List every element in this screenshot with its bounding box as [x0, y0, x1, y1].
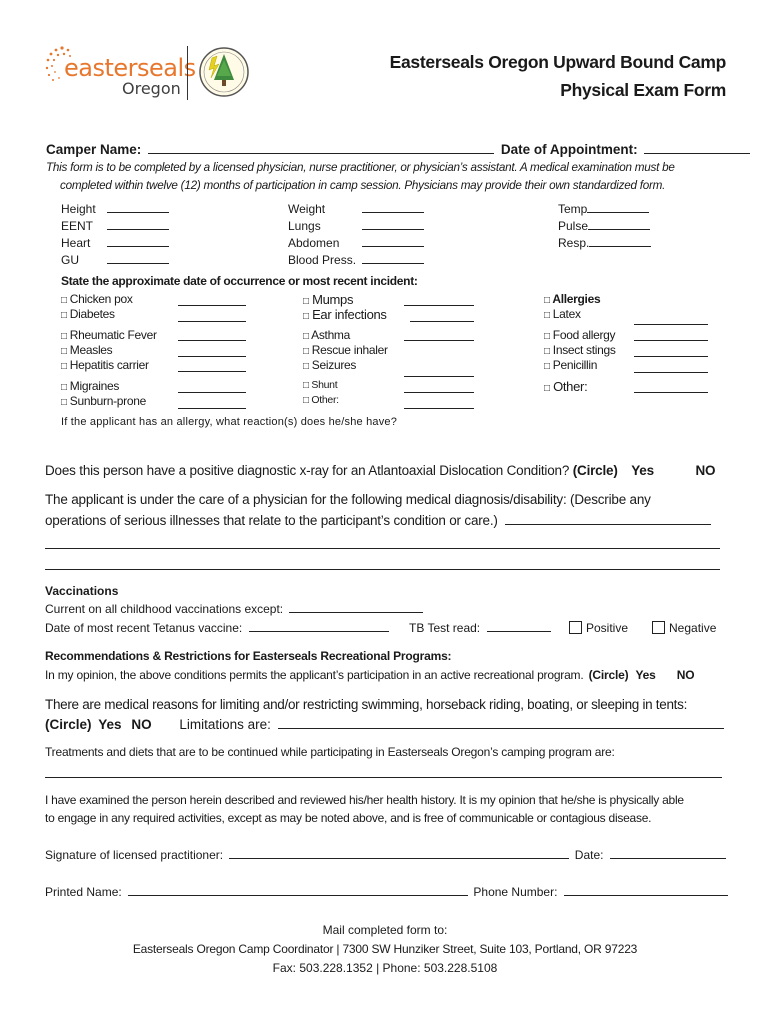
checkbox[interactable]: □ — [61, 295, 67, 306]
signature-row: Signature of licensed practitioner: Date: — [45, 848, 726, 862]
positive-checkbox[interactable] — [569, 621, 582, 634]
limitations-no[interactable]: NO — [131, 717, 152, 732]
checkbox[interactable]: □ — [544, 310, 550, 321]
checkbox[interactable]: □ — [303, 311, 309, 322]
form-title-line1: Easterseals Oregon Upward Bound Camp — [389, 52, 726, 72]
incidents-heading: State the approximate date of occurrence or most recent incident: — [61, 274, 418, 288]
care-line2-row — [45, 513, 711, 528]
checkbox[interactable]: □ — [544, 383, 550, 394]
vaccinations-row2: Date of most recent Tetanus vaccine: — [45, 621, 389, 635]
xray-row — [45, 463, 715, 478]
vital-lungs: Lungs — [288, 218, 424, 235]
vital-blood-press: Blood Press. — [288, 252, 424, 269]
tb-test-field[interactable] — [487, 631, 551, 632]
eent-field[interactable] — [107, 229, 169, 230]
easterseals-logo — [44, 44, 196, 100]
other-date[interactable] — [404, 408, 474, 409]
negative-checkbox[interactable] — [652, 621, 665, 634]
care-field-line2[interactable] — [45, 548, 720, 549]
care-line1: The applicant is under the care of a physician for the following medical diagnosis/disability: (Describe any — [45, 492, 651, 507]
lungs-field[interactable] — [362, 229, 424, 230]
weight-field[interactable] — [362, 212, 424, 213]
recommendations-no[interactable]: NO — [676, 668, 695, 682]
checkbox[interactable]: □ — [303, 296, 309, 307]
mumps-date[interactable] — [404, 305, 474, 306]
blood-press-field[interactable] — [362, 263, 424, 264]
limitations-label: Limitations are: — [179, 717, 271, 732]
camper-name-row — [46, 142, 750, 157]
care-line2: operations of serious illnesses that relate to the participant’s condition or care.) — [45, 513, 498, 528]
seizures-date[interactable] — [404, 376, 474, 377]
camp-badge-icon — [198, 46, 250, 98]
vital-abdomen: Abdomen — [288, 235, 424, 252]
checkbox[interactable]: □ — [61, 382, 67, 393]
other-allergy-date[interactable] — [634, 392, 708, 393]
food-allergy-date[interactable] — [634, 340, 708, 341]
vital-pulse: Pulse — [558, 218, 651, 235]
vital-eent: EENT — [61, 218, 169, 235]
limitations-circle: (Circle) — [45, 717, 92, 732]
attestation-line1: I have examined the person herein described and reviewed his/her health history. It is my opinion that he/she is physically able — [45, 793, 684, 807]
vital-weight: Weight — [288, 201, 424, 218]
vital-gu: GU — [61, 252, 169, 269]
checkbox[interactable]: □ — [61, 331, 67, 342]
signature-date-field[interactable] — [610, 858, 726, 859]
gu-field[interactable] — [107, 263, 169, 264]
printed-name-field[interactable] — [128, 895, 468, 896]
pulse-field[interactable] — [588, 229, 650, 230]
vital-resp: Resp. — [558, 235, 651, 252]
vital-heart: Heart — [61, 235, 169, 252]
vaccinations-heading: Vaccinations — [45, 584, 119, 598]
xray-circle: (Circle) — [572, 463, 618, 478]
allergy-reaction-question: If the applicant has an allergy, what reaction(s) does he/she have? — [61, 416, 398, 428]
ear-infections-date[interactable] — [410, 321, 474, 322]
shunt-date[interactable] — [404, 392, 474, 393]
checkbox[interactable]: □ — [303, 380, 309, 391]
vitals-col3 — [558, 201, 651, 252]
care-field-line3[interactable] — [45, 569, 720, 570]
footer-line2: Easterseals Oregon Camp Coordinator | 7300 SW Hunziker Street, Suite 103, Portland, OR 97223 — [132, 942, 638, 956]
measles-date[interactable] — [178, 356, 246, 357]
checkbox[interactable]: □ — [544, 346, 550, 357]
sunburn-date[interactable] — [178, 408, 246, 409]
checkbox[interactable]: □ — [61, 397, 67, 408]
tb-negative-option[interactable]: Negative — [652, 621, 716, 635]
tetanus-date-field[interactable] — [249, 631, 389, 632]
height-field[interactable] — [107, 212, 169, 213]
vaccinations-row1: Current on all childhood vaccinations except: — [45, 602, 423, 616]
latex-date[interactable] — [634, 324, 708, 325]
recommendations-row: In my opinion, the above conditions permits the applicant’s participation in an active recreational program. (Circle) Yes NO — [45, 668, 695, 682]
checkbox[interactable]: □ — [303, 361, 309, 372]
recommendations-yes[interactable]: Yes — [635, 668, 656, 682]
recommendations-heading: Recommendations & Restrictions for Easterseals Recreational Programs: — [45, 649, 452, 663]
xray-question: Does this person have a positive diagnostic x-ray for an Atlantoaxial Dislocation Condition? — [45, 463, 570, 478]
treatments-field[interactable] — [45, 777, 722, 778]
checkbox[interactable]: □ — [544, 331, 550, 342]
checkbox[interactable]: □ — [61, 346, 67, 357]
vaccination-exceptions-field[interactable] — [289, 612, 423, 613]
recommendations-circle: (Circle) — [588, 668, 629, 682]
checkbox[interactable]: □ — [544, 361, 550, 372]
checkbox[interactable]: □ — [303, 331, 309, 342]
checkbox[interactable]: □ — [303, 395, 309, 406]
migraines-date[interactable] — [178, 392, 246, 393]
hepatitis-date[interactable] — [178, 371, 246, 372]
diabetes-date[interactable] — [178, 321, 246, 322]
intro-line2: completed within twelve (12) months of participation in camp session. Physicians may provide their own standardized form. — [60, 179, 666, 192]
chicken-pox-date[interactable] — [178, 305, 246, 306]
phone-field[interactable] — [564, 895, 728, 896]
treatments-label: Treatments and diets that are to be continued while participating in Easterseals Oregon’s camping program are: — [45, 745, 615, 759]
vitals-col2 — [288, 201, 424, 269]
checkbox[interactable]: □ — [61, 310, 67, 321]
logo-region: Oregon — [122, 79, 181, 98]
appointment-date-field[interactable] — [644, 153, 750, 154]
vitals-col1 — [61, 201, 169, 269]
limitations-row — [45, 717, 724, 732]
incidents-col3: □ Allergies □ Latex □ Food allergy □ Insect stings □ Penicillin □ Other: — [544, 292, 616, 394]
printed-name-row: Printed Name: Phone Number: — [45, 885, 728, 899]
abdomen-field[interactable] — [362, 246, 424, 247]
footer-line1: Mail completed form to: — [322, 923, 448, 937]
heart-field[interactable] — [107, 246, 169, 247]
signature-field[interactable] — [229, 858, 569, 859]
care-field[interactable] — [505, 524, 711, 525]
insect-stings-date[interactable] — [634, 356, 708, 357]
incidents-col2: □ Mumps □ Ear infections □ Asthma □ Rescue inhaler □ Seizures □ Shunt □ Other: — [303, 292, 388, 406]
checkbox[interactable]: □ — [61, 361, 67, 372]
limitations-field[interactable] — [278, 728, 724, 729]
vital-height: Height — [61, 201, 169, 218]
logo-wordmark: easterseals — [64, 54, 196, 82]
tb-positive-option[interactable]: Positive — [569, 621, 628, 635]
camper-name-label: Camper Name: — [46, 142, 142, 157]
footer-line3: Fax: 503.228.1352 | Phone: 503.228.5108 — [272, 961, 498, 975]
vital-temp: Temp — [558, 201, 651, 218]
appointment-date-label: Date of Appointment: — [500, 142, 638, 157]
camper-name-field[interactable] — [148, 153, 494, 154]
penicillin-date[interactable] — [634, 372, 708, 373]
asthma-date[interactable] — [404, 340, 474, 341]
limitations-yes[interactable]: Yes — [98, 717, 122, 732]
xray-yes[interactable]: Yes — [631, 463, 654, 478]
intro-line1: This form is to be completed by a licensed physician, nurse practitioner, or physician’s assistant. A medical examination must be — [46, 161, 675, 174]
checkbox[interactable]: □ — [544, 295, 550, 306]
resp-field[interactable] — [589, 246, 651, 247]
attestation-line2: to engage in any required activities, except as may be noted above, and is free of communicable or contagious disease. — [45, 811, 652, 825]
incidents-col1: □ Chicken pox □ Diabetes □ Rheumatic Fever □ Measles □ Hepatitis carrier □ Migraines □ Sunburn-prone — [61, 292, 157, 408]
tb-test-row: TB Test read: — [409, 621, 551, 635]
checkbox[interactable]: □ — [303, 346, 309, 357]
allergies-label: Allergies — [552, 292, 601, 306]
header-divider — [187, 46, 188, 100]
form-title-line2: Physical Exam Form — [560, 80, 726, 100]
temp-field[interactable] — [587, 212, 649, 213]
signature-date-label: Date: — [574, 848, 604, 862]
rheumatic-fever-date[interactable] — [178, 340, 246, 341]
xray-no[interactable]: NO — [695, 463, 716, 478]
phone-label: Phone Number: — [473, 885, 558, 899]
medical-reasons: There are medical reasons for limiting and/or restricting swimming, horseback riding, boating, or sleeping in tents: — [45, 697, 688, 712]
